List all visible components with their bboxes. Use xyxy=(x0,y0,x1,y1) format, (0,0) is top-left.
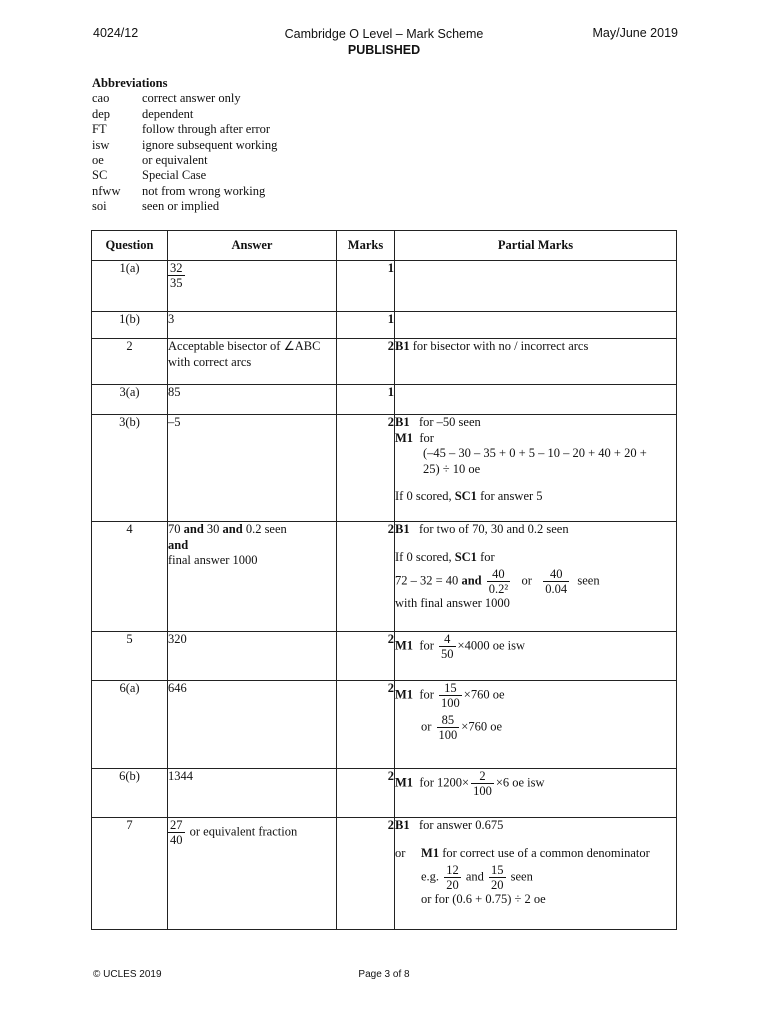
table-row xyxy=(92,818,677,930)
table-row xyxy=(92,681,677,769)
mark-line xyxy=(395,431,676,447)
partial-marks-cell xyxy=(395,769,677,818)
table-row xyxy=(92,339,677,385)
question-number: 5 xyxy=(92,632,168,681)
question-number: 3(a) xyxy=(92,385,168,415)
abbreviation-meaning: ignore subsequent working xyxy=(142,137,278,152)
connector: or xyxy=(395,845,406,860)
fraction-numerator: 15 xyxy=(439,681,462,696)
mark-code: M1 xyxy=(395,430,414,445)
abbreviation-item xyxy=(92,122,277,137)
question-header: Question xyxy=(92,231,168,261)
expression-tail: ×4000 oe isw xyxy=(457,638,525,653)
marks-cell: 1 xyxy=(337,312,395,339)
working-expression: (–45 – 30 – 35 + 0 + 5 – 10 – 20 + 40 + 20 + xyxy=(423,446,647,460)
mark-description: for xyxy=(419,687,434,702)
fraction xyxy=(439,632,456,661)
fraction-denominator: 0.2² xyxy=(488,582,509,596)
fraction xyxy=(437,713,460,742)
mark-line xyxy=(395,681,676,710)
question-number: 7 xyxy=(92,818,168,930)
table-row xyxy=(92,261,677,312)
mark-description: for bisector with no / incorrect arcs xyxy=(412,339,589,353)
answer-line: with correct arcs xyxy=(168,354,252,369)
fraction-numerator: 32 xyxy=(170,261,183,275)
abbreviation-code: oe xyxy=(92,153,104,168)
abbreviation-item xyxy=(92,153,277,168)
fraction-denominator: 40 xyxy=(170,833,183,847)
seen-label: seen xyxy=(510,869,533,884)
answer-cell xyxy=(168,522,337,632)
fraction xyxy=(489,863,506,892)
answer-line: Acceptable bisector of ∠ABC xyxy=(168,339,321,353)
table-row xyxy=(92,769,677,818)
mark-code: M1 xyxy=(395,687,414,702)
working-expression: 25) ÷ 10 oe xyxy=(423,461,481,476)
table-row xyxy=(92,385,677,415)
special-case-text: for answer 5 xyxy=(480,489,543,503)
published-label: PUBLISHED xyxy=(347,43,421,57)
mark-code: M1 xyxy=(395,638,414,653)
marks-cell: 2 xyxy=(337,632,395,681)
marks-cell: 2 xyxy=(337,818,395,930)
special-case-text: for xyxy=(480,549,495,564)
marks-cell: 2 xyxy=(337,522,395,632)
mark-line xyxy=(395,522,676,538)
mark-description: with final answer 1000 xyxy=(395,596,510,610)
partial-marks-cell xyxy=(395,632,677,681)
fraction-denominator: 20 xyxy=(491,878,504,892)
answer-line xyxy=(168,522,336,538)
table-header-row xyxy=(92,231,677,261)
mark-code: SC1 xyxy=(454,489,477,503)
answer-value: 70 xyxy=(168,522,181,536)
document-title-text: Cambridge O Level – Mark Scheme xyxy=(284,27,484,41)
abbreviation-meaning: not from wrong working xyxy=(142,183,266,198)
mark-line: or for (0.6 + 0.75) ÷ 2 oe xyxy=(421,892,546,906)
page-number: Page 3 of 8 xyxy=(358,969,410,980)
special-case-prefix: If 0 scored, xyxy=(395,549,452,564)
mark-line xyxy=(395,632,676,661)
marks-cell: 1 xyxy=(337,261,395,312)
abbreviation-code: SC xyxy=(92,168,108,183)
mark-description: for 1200× xyxy=(419,775,470,790)
fraction-numerator: 15 xyxy=(491,863,504,877)
question-number: 3(b) xyxy=(92,415,168,522)
mark-description: for xyxy=(419,430,434,445)
partial-marks-cell xyxy=(395,522,677,632)
expression-tail: ×6 oe isw xyxy=(495,775,545,790)
partial-marks-cell xyxy=(395,681,677,769)
partial-marks-cell xyxy=(395,312,677,339)
fraction-numerator: 85 xyxy=(437,713,460,728)
abbreviations-title: Abbreviations xyxy=(92,76,168,90)
seen-label: seen xyxy=(577,573,600,588)
equation: 72 – 32 = 40 xyxy=(395,573,459,588)
exam-session: May/June 2019 xyxy=(592,26,678,40)
fraction-denominator: 100 xyxy=(438,728,458,742)
fraction xyxy=(471,769,494,798)
answer-value: 30 xyxy=(206,522,220,536)
connector: and xyxy=(465,869,484,884)
mark-line xyxy=(395,713,676,742)
answer-text: or equivalent fraction xyxy=(189,824,298,839)
document-code: 4024/12 xyxy=(93,26,139,40)
answer-header: Answer xyxy=(168,231,337,261)
expression-tail: ×760 oe xyxy=(461,719,503,734)
answer-line: final answer 1000 xyxy=(168,553,258,567)
expression-tail: ×760 oe xyxy=(463,687,505,702)
marks-cell: 2 xyxy=(337,339,395,385)
abbreviation-item xyxy=(92,168,277,183)
answer-connector: and xyxy=(222,522,243,536)
abbreviation-item xyxy=(92,199,277,214)
abbreviation-item xyxy=(92,91,277,106)
mark-description: for xyxy=(419,638,434,653)
mark-code: M1 xyxy=(421,845,440,860)
fraction xyxy=(444,863,461,892)
question-number: 2 xyxy=(92,339,168,385)
answer-cell: 85 xyxy=(168,385,337,415)
mark-code: B1 xyxy=(395,522,410,536)
partial-marks-cell xyxy=(395,415,677,522)
abbreviation-meaning: or equivalent xyxy=(142,153,208,168)
marks-cell: 2 xyxy=(337,769,395,818)
fraction-numerator: 40 xyxy=(487,567,510,582)
answer-cell xyxy=(168,818,337,930)
fraction xyxy=(543,567,569,596)
abbreviation-meaning: correct answer only xyxy=(142,91,241,106)
answer-fraction xyxy=(168,818,185,847)
answer-connector: and xyxy=(168,537,189,552)
example-label: e.g. xyxy=(421,869,440,884)
partial-marks-cell xyxy=(395,261,677,312)
abbreviations-list xyxy=(92,76,277,215)
fraction-denominator: 100 xyxy=(473,784,492,798)
mark-description: for two of 70, 30 and 0.2 seen xyxy=(418,522,569,536)
mark-code: B1 xyxy=(395,339,410,353)
fraction-numerator: 40 xyxy=(543,567,569,582)
mark-code: B1 xyxy=(395,415,410,429)
marks-cell: 2 xyxy=(337,415,395,522)
answer-cell xyxy=(168,339,337,385)
mark-code: M1 xyxy=(395,775,414,790)
fraction-numerator: 4 xyxy=(439,632,456,647)
question-number: 6(a) xyxy=(92,681,168,769)
fraction xyxy=(439,681,462,710)
table-row xyxy=(92,522,677,632)
marks-cell: 1 xyxy=(337,385,395,415)
answer-cell: –5 xyxy=(168,415,337,522)
abbreviation-code: FT xyxy=(92,122,107,137)
mark-line xyxy=(395,415,676,431)
answer-connector: and xyxy=(183,522,204,536)
partial-marks-header: Partial Marks xyxy=(395,231,677,261)
partial-marks-cell xyxy=(395,818,677,930)
fraction-denominator: 100 xyxy=(441,696,460,710)
partial-marks-cell xyxy=(395,339,677,385)
abbreviation-meaning: Special Case xyxy=(142,168,207,183)
mark-description: for –50 seen xyxy=(418,415,481,429)
mark-description: for correct use of a common denominator xyxy=(442,845,650,860)
table-row xyxy=(92,312,677,339)
mark-description: for answer 0.675 xyxy=(418,818,504,832)
abbreviation-item xyxy=(92,107,277,122)
abbreviation-code: isw xyxy=(92,137,110,152)
fraction-denominator: 20 xyxy=(446,878,459,892)
answer-cell xyxy=(168,261,337,312)
question-number: 4 xyxy=(92,522,168,632)
abbreviation-meaning: follow through after error xyxy=(142,122,271,137)
abbreviation-code: cao xyxy=(92,91,110,106)
answer-cell: 3 xyxy=(168,312,337,339)
fraction-numerator: 12 xyxy=(446,863,459,877)
fraction-denominator: 50 xyxy=(441,647,454,661)
abbreviation-code: soi xyxy=(92,199,107,214)
abbreviation-item xyxy=(92,138,277,153)
mark-scheme-table xyxy=(91,230,677,930)
fraction-numerator: 27 xyxy=(170,818,183,832)
fraction-numerator: 2 xyxy=(471,769,494,784)
mark-line xyxy=(395,769,676,798)
abbreviation-item xyxy=(92,184,277,199)
answer-fraction xyxy=(168,261,185,290)
answer-cell: 1344 xyxy=(168,769,337,818)
mark-line xyxy=(395,863,676,892)
marks-cell: 2 xyxy=(337,681,395,769)
abbreviation-meaning: dependent xyxy=(142,106,194,121)
mark-code: SC1 xyxy=(454,549,477,564)
mark-line xyxy=(395,846,676,862)
question-number: 6(b) xyxy=(92,769,168,818)
question-number: 1(b) xyxy=(92,312,168,339)
special-case-prefix: If 0 scored, xyxy=(395,489,452,503)
question-number: 1(a) xyxy=(92,261,168,312)
special-case-expression xyxy=(395,567,676,596)
fraction-denominator: 35 xyxy=(170,276,183,290)
special-case-line xyxy=(395,550,676,566)
fraction-denominator: 0.04 xyxy=(545,582,568,596)
marks-header: Marks xyxy=(337,231,395,261)
abbreviation-meaning: seen or implied xyxy=(142,199,220,214)
answer-cell: 320 xyxy=(168,632,337,681)
mark-line xyxy=(395,818,676,834)
connector: and xyxy=(461,573,482,588)
abbreviation-code: nfww xyxy=(92,183,121,198)
answer-value: 0.2 seen xyxy=(245,522,287,536)
abbreviation-code: dep xyxy=(92,106,111,121)
mark-code: B1 xyxy=(395,818,410,832)
table-row xyxy=(92,415,677,522)
partial-marks-cell xyxy=(395,385,677,415)
fraction xyxy=(487,567,510,596)
answer-cell: 646 xyxy=(168,681,337,769)
special-case-line xyxy=(395,489,676,505)
copyright: © UCLES 2019 xyxy=(93,969,162,980)
connector: or xyxy=(521,573,532,588)
connector: or xyxy=(421,719,432,734)
table-row xyxy=(92,632,677,681)
